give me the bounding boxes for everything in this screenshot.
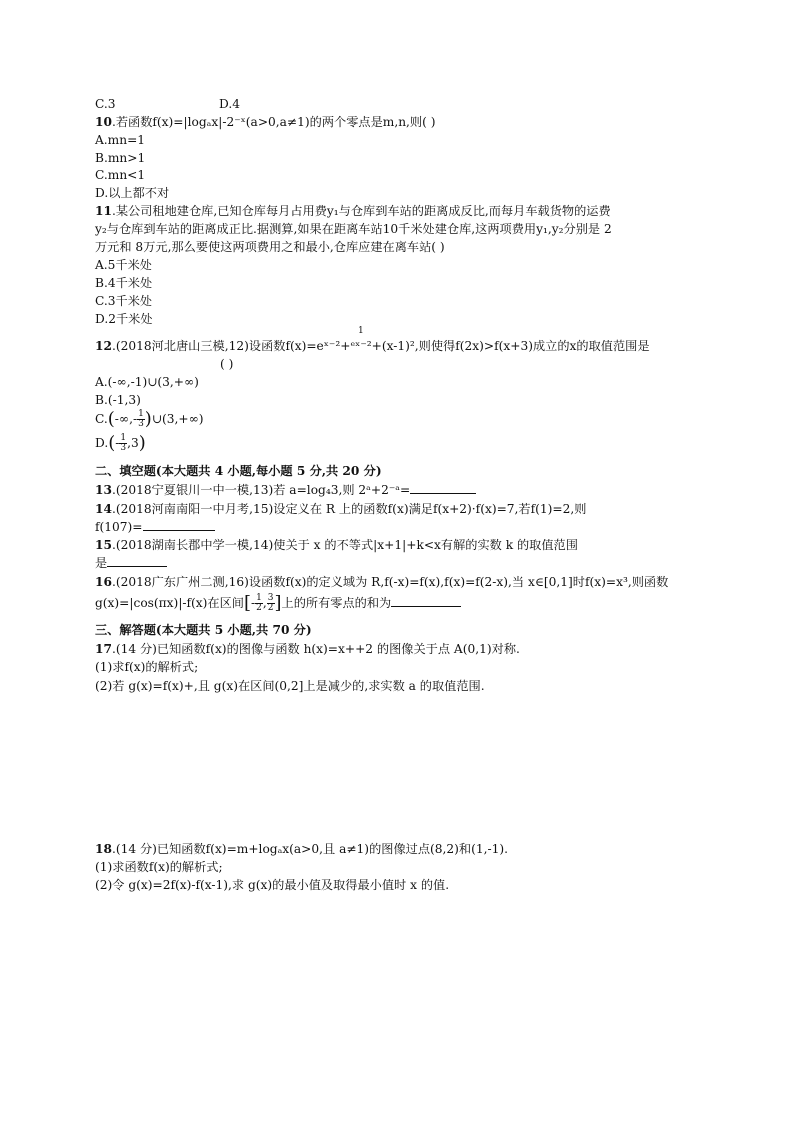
q12-stem-line1 xyxy=(95,337,650,355)
q12-option-d-num: 1 xyxy=(120,433,127,443)
q11-stem-line2: y₂与仓库到车站的距离成正比.据测算,如果在距离车站10千米处建仓库,这两项费用y₁,y₂分别是 2 xyxy=(95,222,612,236)
q15-stem-line2 xyxy=(95,554,167,572)
q12-option-a: A.(-∞,-1)∪(3,+∞) xyxy=(95,375,199,389)
q15-text: .(2018湖南长郡中学一模,14)使关于 x 的不等式|x+1|+k<x有解的实数 k 的取值范围 xyxy=(111,538,578,552)
q12-option-d-den: 3 xyxy=(120,443,127,453)
q12-option-c-close: ) xyxy=(144,408,152,430)
q13-number: 13 xyxy=(95,483,112,497)
q15-stem-line1 xyxy=(95,536,578,554)
q11-option-a: A.5千米处 xyxy=(95,258,152,272)
q11-stem-line1 xyxy=(95,202,611,220)
q11-stem-line3: 万元和 8万元,那么要使这两项费用之和最小,仓库应建在离车站( ) xyxy=(95,240,445,254)
q10-option-c: C.mn<1 xyxy=(95,168,146,182)
q17-stem xyxy=(95,640,520,658)
q14-stem-line2 xyxy=(95,518,215,536)
q16-f1-den: 2 xyxy=(256,603,262,613)
q16-f2-num: 3 xyxy=(267,593,274,603)
q16-text: .(2018广东广州二测,16)设函数f(x)的定义域为 R,f(-x)=f(x),f(x)=f(2-x),当 x∈[0,1]时f(x)=x³,则函数 xyxy=(111,575,669,589)
q13-text: .(2018宁夏银川一中一模,13)若 a=log₄3,则 2ᵃ+2⁻ᵃ= xyxy=(111,483,411,497)
q14-answer-blank[interactable] xyxy=(143,518,215,531)
q12-text: .(2018河北唐山三模,12)设函数f(x)=eˣ⁻²+ᵉˣ⁻²+(x-1)²,则使得f(2x)>f(x+3)成立的x的取值范围是 xyxy=(111,339,650,353)
q16-f1-num: 1 xyxy=(256,593,262,603)
q16-text-2b: 上的所有零点的和为 xyxy=(281,596,392,610)
q16-answer-blank[interactable] xyxy=(391,594,461,607)
q9-option-c: C.3 xyxy=(95,97,116,111)
q18-stem xyxy=(95,840,508,858)
q10-stem xyxy=(95,113,436,131)
q12-exponent-numerator: 1 xyxy=(358,326,364,336)
q12-option-d-suffix: ,3 xyxy=(127,436,139,450)
q10-text: .若函数f(x)=|logₐx|-2⁻ˣ(a>0,a≠1)的两个零点是m,n,则( ) xyxy=(111,115,436,129)
q17-text: .(14 分)已知函数f(x)的图像与函数 h(x)=x++2 的图像关于点 A(0,1)对称. xyxy=(111,642,520,656)
q12-option-d-label: D. xyxy=(95,436,109,450)
q12-option-c-label: C. xyxy=(95,412,108,426)
q16-interval-fraction-1 xyxy=(255,594,263,613)
q18-text: .(14 分)已知函数f(x)=m+logₐx(a>0,且 a≠1)的图像过点(8,2)和(1,-1). xyxy=(111,842,508,856)
q14-text-2: f(107)= xyxy=(95,520,143,534)
q11-option-d: D.2千米处 xyxy=(95,312,153,326)
q17-part2: (2)若 g(x)=f(x)+,且 g(x)在区间(0,2]上是减少的,求实数 a 的取值范围. xyxy=(95,679,485,693)
q16-stem-line1 xyxy=(95,573,668,591)
q12-option-c-inner: -∞,- xyxy=(114,412,138,426)
q15-answer-blank[interactable] xyxy=(107,554,167,567)
q11-number: 11 xyxy=(95,204,112,218)
q12-option-c-suffix: ∪(3,+∞) xyxy=(151,412,204,426)
q14-number: 14 xyxy=(95,502,112,516)
q16-interval-comma: , xyxy=(262,596,267,610)
q13-answer-blank[interactable] xyxy=(410,481,476,494)
q16-interval-open: [ xyxy=(244,592,252,614)
q17-number: 17 xyxy=(95,642,112,656)
q16-interval-close: ] xyxy=(274,592,282,614)
q12-option-c-num: 1 xyxy=(138,409,144,419)
q18-part2: (2)令 g(x)=2f(x)-f(x-1),求 g(x)的最小值及取得最小值时 x 的值. xyxy=(95,878,450,892)
q11-option-b: B.4千米处 xyxy=(95,276,153,290)
q12-option-d-fraction xyxy=(119,434,127,453)
q12-answer-paren: ( ) xyxy=(220,357,234,371)
q16-text-2a: g(x)=|cos(πx)|-f(x)在区间 xyxy=(95,596,244,610)
q14-text: .(2018河南南阳一中月考,15)设定义在 R 上的函数f(x)满足f(x+2)·f(x)=7,若f(1)=2,则 xyxy=(111,502,587,516)
q18-number: 18 xyxy=(95,842,112,856)
q11-option-c: C.3千米处 xyxy=(95,294,153,308)
q12-option-c xyxy=(95,410,204,429)
q12-option-c-den: 3 xyxy=(138,419,144,429)
q14-stem-line1 xyxy=(95,500,586,518)
q12-option-d-open: ( xyxy=(108,432,116,454)
q12-option-d-close: ) xyxy=(138,432,146,454)
q16-interval-neg: - xyxy=(251,596,256,610)
q10-option-b: B.mn>1 xyxy=(95,151,146,165)
q10-option-d: D.以上都不对 xyxy=(95,186,170,200)
q18-part1: (1)求函数f(x)的解析式; xyxy=(95,860,223,874)
q9-option-d: D.4 xyxy=(219,97,240,111)
q12-option-c-open: ( xyxy=(107,408,115,430)
q16-interval-fraction-2 xyxy=(267,594,275,613)
q16-f2-den: 2 xyxy=(267,603,274,613)
q10-option-a: A.mn=1 xyxy=(95,133,146,147)
section-solution-heading: 三、解答题(本大题共 5 小题,共 70 分) xyxy=(95,623,312,637)
q10-number: 10 xyxy=(95,115,112,129)
q16-number: 16 xyxy=(95,575,112,589)
q12-option-d xyxy=(95,434,146,453)
section-fill-in-heading: 二、填空题(本大题共 4 小题,每小题 5 分,共 20 分) xyxy=(95,464,382,478)
q12-option-c-fraction xyxy=(137,410,145,429)
q11-text-1: .某公司租地建仓库,已知仓库每月占用费y₁与仓库到车站的距离成反比,而每月车载货物的运费 xyxy=(111,204,611,218)
q12-option-d-neg: - xyxy=(115,436,120,450)
q17-part1: (1)求f(x)的解析式; xyxy=(95,660,199,674)
q12-option-b: B.(-1,3) xyxy=(95,393,141,407)
q13-stem xyxy=(95,481,476,499)
q12-number: 12 xyxy=(95,339,112,353)
q15-text-2: 是 xyxy=(95,556,108,570)
q15-number: 15 xyxy=(95,538,112,552)
q16-stem-line2 xyxy=(95,594,461,613)
